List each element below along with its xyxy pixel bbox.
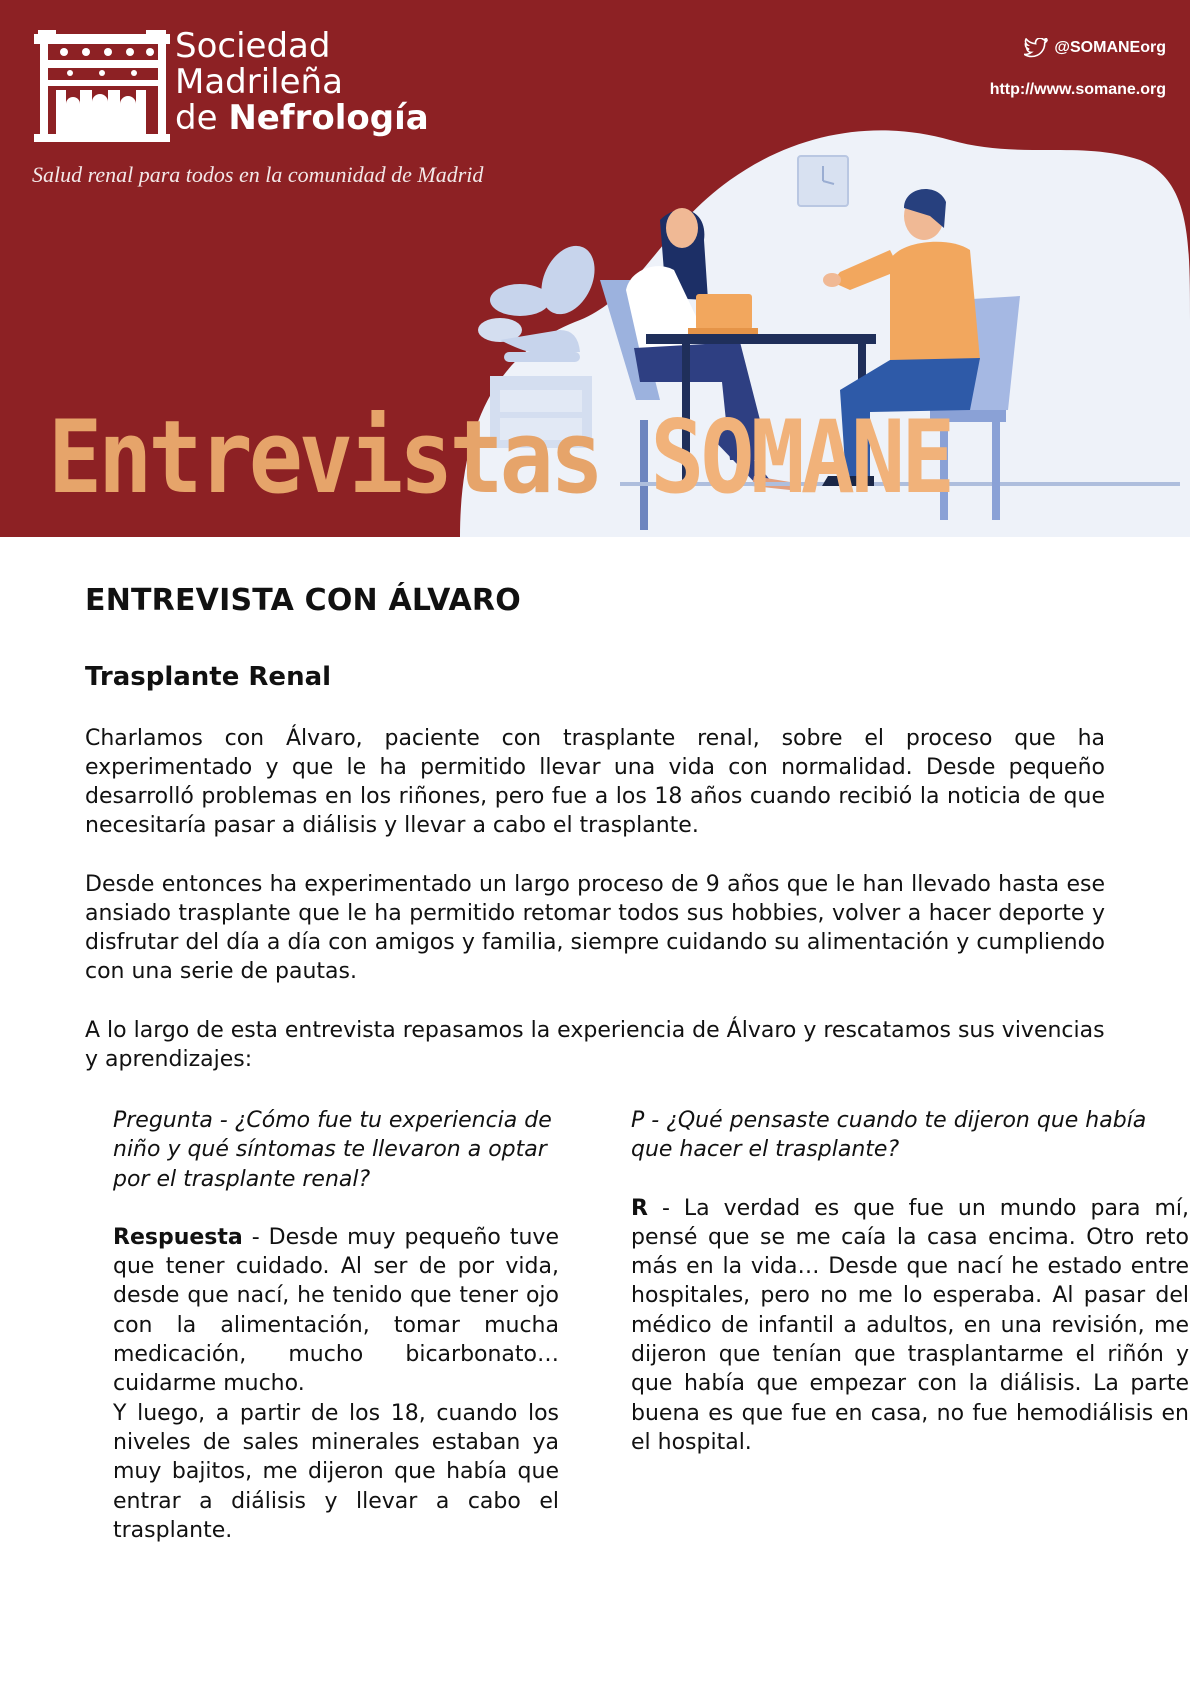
answer-1-text: - Desde muy pequeño tuve que tener cuidado. Al ser de por vida, desde que nací, he tenido que tener ojo con la alimentación, tomar mucha medicación, mucho bicarbonato… cuidarme mucho. [113,1224,559,1397]
website-link[interactable]: http://www.somane.org [989,81,1166,98]
banner-title [48,399,952,517]
wall-clock-icon [798,156,848,206]
qa-right-column [631,1106,1189,1457]
answer-1-continued: Y luego, a partir de los 18, cuando los niveles de sales minerales estaban ya muy bajitos, me dijeron que había que entrar a diálisis y llevar a cabo el trasplante. [113,1400,559,1543]
twitter-handle: @SOMANEorg [1054,39,1166,56]
article-body [85,537,1105,1074]
question-2: P - ¿Qué pensaste cuando te dijeron que había que hacer el trasplante? [631,1108,1147,1163]
somane-logo-icon [34,30,170,142]
org-name-prefix: de [175,98,218,138]
answer-2 [631,1194,1189,1458]
qa-left-column [113,1106,559,1545]
twitter-bird-icon [1024,38,1048,58]
twitter-link[interactable] [1024,30,1166,66]
org-name-line3 [175,100,429,136]
answer-1-label: Respuesta [113,1224,243,1250]
org-name-line1: Sociedad [175,26,331,66]
organization-name [175,28,429,136]
answer-1 [113,1223,559,1399]
intro-paragraph-3: A lo largo de esta entrevista repasamos la experiencia de Álvaro y rescatamos sus vivencias y aprendizajes: [85,1018,1105,1072]
intro-paragraph-2: Desde entonces ha experimentado un largo proceso de 9 años que le han llevado hasta ese ansiado trasplante que le ha permitido retomar todos sus hobbies, volver a hacer deporte y disfrutar del día a día con amigos y familia, siempre cuidando su alimentación y cumpliendo con una serie de pautas. [85,872,1105,984]
answer-2-text: - La verdad es que fue un mundo para mí, pensé que se me caía la casa encima. Otro reto más en la vida… Desde que nací he estado entre hospitales, pero no me lo esperaba. Al pasar del médico de infantil a adultos, en una revisión, me dijeron que tenían que trasplantarme el riñón y que había que empezar con la diálisis. La parte buena es que fue en casa, no fue hemodiálisis en el hospital. [631,1195,1189,1455]
article-title: ENTREVISTA CON ÁLVARO [85,583,521,618]
org-name-line2: Madrileña [175,62,343,102]
article-subtitle: Trasplante Renal [85,662,332,692]
social-links [990,30,1166,108]
org-name-bold: Nefrología [228,98,429,138]
intro-paragraph-1: Charlamos con Álvaro, paciente con trasplante renal, sobre el proceso que ha experimentado y que le ha permitido llevar una vida con normalidad. Desde pequeño desarrolló problemas en los riñones, pero fue a los 18 años cuando recibió la noticia de que necesitaría pasar a diálisis y llevar a cabo el trasplante. [85,726,1105,838]
tagline: Salud renal para todos en la comunidad de Madrid [32,162,484,187]
banner-title-word1: Entrevistas [48,399,601,517]
question-1: Pregunta - ¿Cómo fue tu experiencia de niño y qué síntomas te llevaron a optar por el trasplante renal? [113,1108,552,1192]
banner-title-word2: SOMANE [650,399,952,517]
header-banner [0,0,1190,537]
answer-2-label: R [631,1195,648,1221]
